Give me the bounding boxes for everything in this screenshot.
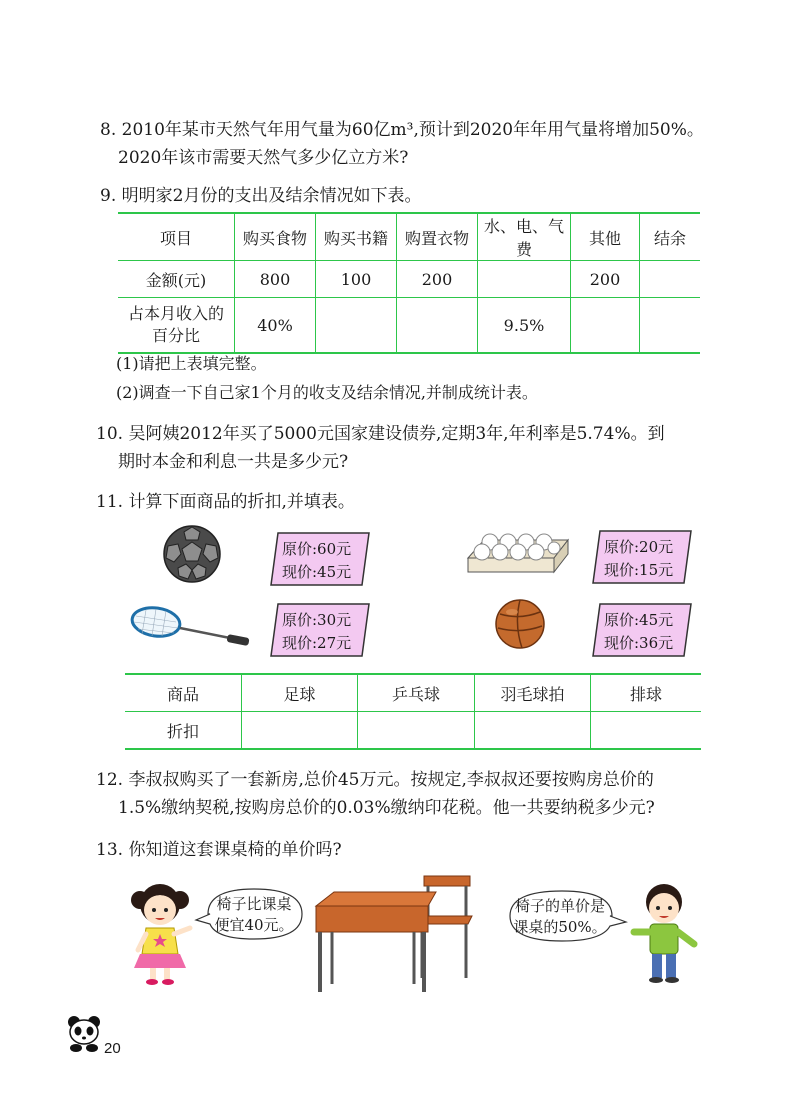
header-cell: 购买食物 [235,213,316,261]
header-cell: 排球 [591,674,702,712]
price-tag-soccer [270,532,370,586]
price-tag-racket [270,603,370,657]
table-header-row [118,213,700,261]
q9-sub2: (2)调查一下自己家1个月的收支及结余情况,并制成统计表。 [116,383,538,402]
bubble-line1: 椅子比课桌 [216,895,292,913]
q12-line1: 12. 李叔叔购买了一套新房,总价45万元。按规定,李叔叔还要按购房总价的 [96,770,654,790]
table-row [125,712,701,750]
badminton-racket-icon [130,602,252,646]
header-cell: 羽毛球拍 [475,674,591,712]
q11-table [125,673,701,750]
table-cell: 100 [316,261,397,298]
row-label [118,298,235,354]
q9-sub1: (1)请把上表填完整。 [116,354,267,373]
volleyball-icon [494,598,546,650]
table-cell [571,298,640,354]
bubble-line2: 课桌的50%。 [513,918,607,936]
q10-line2: 期时本金和利息一共是多少元? [118,452,349,472]
q9-title: 9. 明明家2月份的支出及结余情况如下表。 [100,186,422,206]
girl-illustration [126,878,196,988]
table-cell [640,261,701,298]
row-label: 折扣 [125,712,242,750]
page-number: 20 [104,1040,121,1057]
q12-line2: 1.5%缴纳契税,按购房总价的0.03%缴纳印花税。他一共要纳税多少元? [118,798,655,818]
q13-title: 13. 你知道这套课桌椅的单价吗? [96,840,342,860]
current-price: 现价:27元 [282,634,352,652]
table-cell: 200 [571,261,640,298]
boy-bubble-text [510,896,610,938]
table-cell: 200 [397,261,478,298]
header-cell: 购置衣物 [397,213,478,261]
current-price: 现价:45元 [282,563,352,581]
desk-chair-illustration [310,868,486,996]
table-cell [640,298,701,354]
current-price: 现价:36元 [604,634,674,652]
panda-icon [66,1014,102,1054]
table-cell: 40% [235,298,316,354]
q8-line1: 8. 2010年某市天然气年用气量为60亿m³,预计到2020年年用气量将增加50%。 [100,120,704,140]
q8-line2: 2020年该市需要天然气多少亿立方米? [118,148,409,168]
header-cell: 水、电、气费 [478,213,571,261]
table-cell [478,261,571,298]
ping-pong-balls-icon [466,528,570,576]
soccer-ball-icon [162,524,222,584]
row-label-line1: 占本月收入的 [127,304,224,323]
row-label-line2: 百分比 [151,326,200,345]
header-cell: 结余 [640,213,701,261]
original-price: 原价:20元 [604,538,674,556]
header-cell: 商品 [125,674,242,712]
table-cell: 9.5% [478,298,571,354]
header-cell: 其他 [571,213,640,261]
q11-title: 11. 计算下面商品的折扣,并填表。 [96,492,355,512]
table-cell: 800 [235,261,316,298]
header-cell: 购买书籍 [316,213,397,261]
bubble-line2: 便宜40元。 [214,916,294,934]
table-cell [591,712,702,750]
original-price: 原价:60元 [282,540,352,558]
original-price: 原价:45元 [604,611,674,629]
table-row [118,261,700,298]
table-cell [358,712,475,750]
q9-table [118,212,700,354]
original-price: 原价:30元 [282,611,352,629]
bubble-line1: 椅子的单价是 [514,897,605,915]
header-cell: 项目 [118,213,235,261]
price-tag-pingpong [592,530,692,584]
table-cell [242,712,358,750]
table-cell [475,712,591,750]
boy-illustration [630,878,702,988]
table-cell [316,298,397,354]
q10-line1: 10. 吴阿姨2012年买了5000元国家建设债券,定期3年,年利率是5.74%。到 [96,424,665,444]
table-row [118,298,700,354]
header-cell: 乒乓球 [358,674,475,712]
girl-bubble-text [206,894,302,936]
header-cell: 足球 [242,674,358,712]
table-cell [397,298,478,354]
row-label: 金额(元) [118,261,235,298]
price-tag-volleyball [592,603,692,657]
current-price: 现价:15元 [604,561,674,579]
table-header-row [125,674,701,712]
